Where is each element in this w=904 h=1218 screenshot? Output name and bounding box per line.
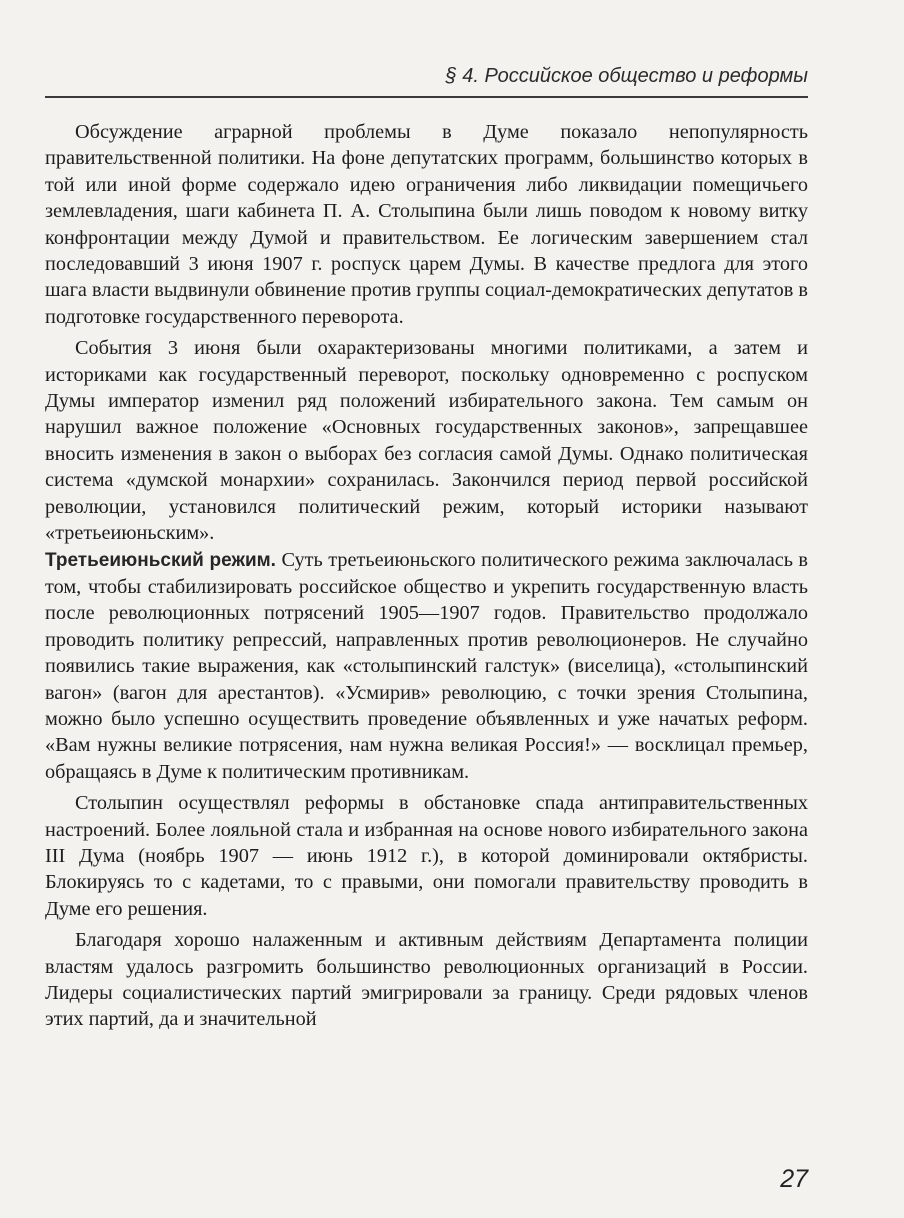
paragraph: Столыпин осуществлял реформы в обстановке спада антиправительственных настроений. Более лояльной стала и избранная на основе нового избирательного закона III Дума (ноябрь 1907 — июнь 1912 г.), в которой доминировали октябристы. Блокируясь то с кадетами, то с правыми, они помогали правительству проводить в Думе его решения. — [45, 792, 808, 920]
paragraph: События 3 июня были охарактеризованы многими политиками, а затем и историками как государственный переворот, поскольку одновременно с роспуском Думы император изменил ряд положений избирательного закона. Тем самым он нарушил важное положение «Основных государственных законов», запрещавшее вносить изменения в закон о выборах без согласия самой Думы. Однако политическая система «думской монархии» сохранилась. Закончился период первой российской революции, установился политический режим, который историки называют «третьеиюньским». — [45, 337, 808, 545]
running-header: § 4. Российское общество и реформы — [445, 65, 808, 87]
body-text — [45, 119, 808, 1033]
paragraph: Благодаря хорошо налаженным и активным действиям Департамента полиции властям удалось разгромить большинство революционных организаций в России. Лидеры социалистических партий эмигрировали за границу. Среди рядовых членов этих партий, да и значительной — [45, 929, 808, 1031]
header-rule — [45, 96, 808, 98]
section-text: Суть третьеиюньского политического режима заключалась в том, чтобы стабилизировать российское общество и укрепить государственную власть после революционных потрясений 1905—1907 годов. Правительство продолжало проводить политику репрессий, направленных против революционеров. Не случайно появились такие выражения, как «столыпинский галстук» (виселица), «столыпинский вагон» (вагон для арестантов). «Усмирив» революцию, с точки зрения Столыпина, можно было успешно осуществить проведение объявленных и уже начатых реформ. «Вам нужны великие потрясения, нам нужна великая Россия!» — восклицал премьер, обращаясь в Думе к политическим противникам. — [45, 548, 809, 783]
page-number: 27 — [780, 1165, 808, 1193]
section-title: Третьеиюньский режим. — [45, 549, 276, 571]
paragraph: Обсуждение аграрной проблемы в Думе показало непопулярность правительственной политики. На фоне депутатских программ, большинство которых в той или иной форме содержало идею ограничения либо ликвидации помещичьего землевладения, шаги кабинета П. А. Столыпина были лишь поводом к новому витку конфронтации между Думой и правительством. Ее логическим завершением стал последовавший 3 июня 1907 г. роспуск царем Думы. В качестве предлога для этого шага власти выдвинули обвинение против группы социал-демократических депутатов в подготовке государственного переворота. — [45, 121, 808, 328]
section-paragraph — [45, 547, 808, 786]
